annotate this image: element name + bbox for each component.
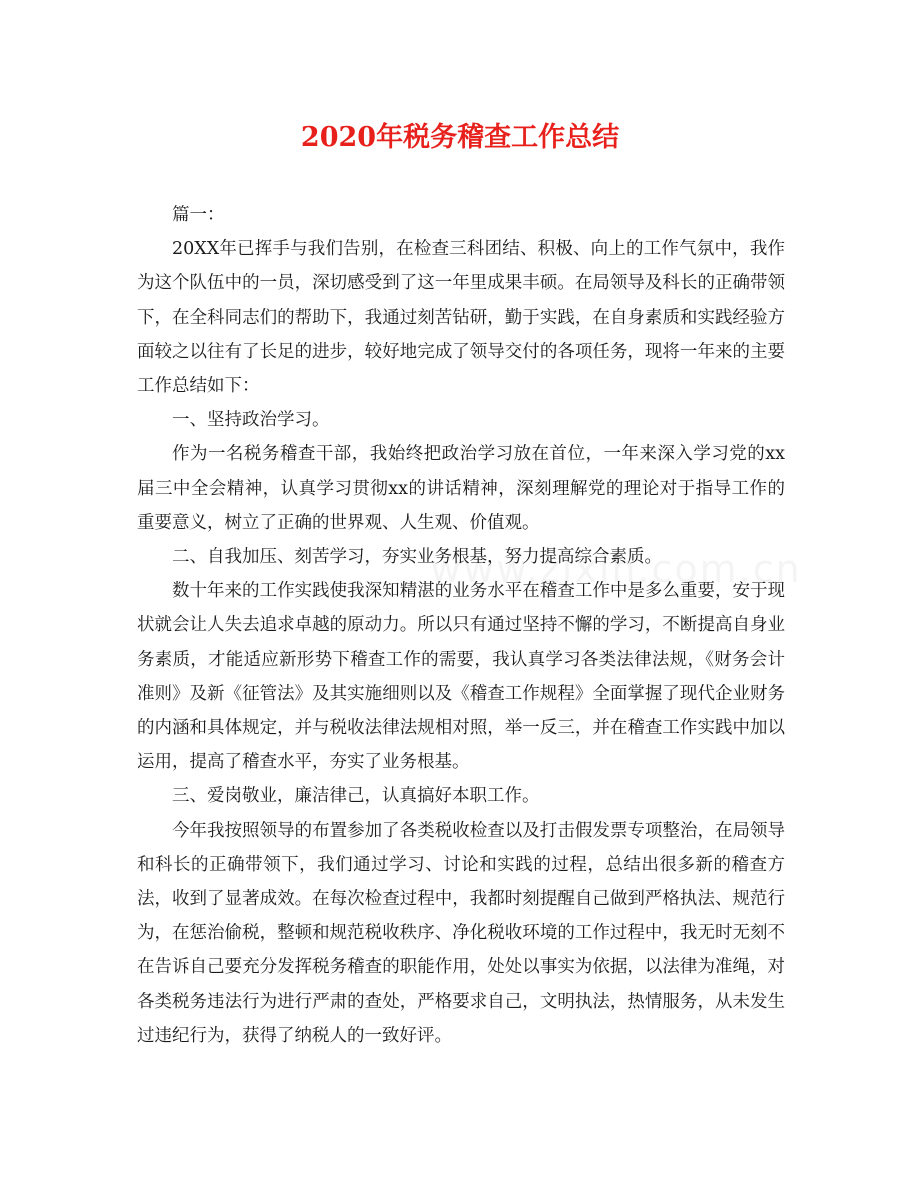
document-body [137, 198, 785, 1053]
paragraph-1: 作为一名税务稽查干部，我始终把政治学习放在首位，一年来深入学习党的xx届三中全会精神，认真学习贯彻xx的讲话精神，深刻理解党的理论对于指导工作的重要意义，树立了正确的世界观、人生观、价值观。 [137, 444, 785, 533]
heading-3: 三、爱岗敬业，廉洁律己，认真搞好本职工作。 [172, 786, 540, 807]
heading-2: 二、自我加压、刻苦学习，夯实业务根基，努力提高综合素质。 [172, 547, 662, 568]
section-label: 篇一： [172, 205, 225, 225]
paragraph-3: 今年我按照领导的布置参加了各类税收检查以及打击假发票专项整治，在局领导和科长的正确带领下，我们通过学习、讨论和实践的过程，总结出很多新的稽查方法，收到了显著成效。在每次检查过程中，我都时刻提醒自己做到严格执法、规范行为，在惩治偷税，整顿和规范税收秩序、净化税收环境的工作过程中，我无时无刻不在告诉自己要充分发挥税务稽查的职能作用，处处以事实为依据，以法律为准绳，对各类税务违法行为进行严肃的查处，严格要求自己，文明执法，热情服务，从未发生过违纪行为，获得了纳税人的一致好评。 [137, 820, 785, 1046]
paragraph-2: 数十年来的工作实践使我深知精湛的业务水平在稽查工作中是多么重要，安于现状就会让人失去追求卓越的原动力。所以只有通过坚持不懈的学习，不断提高自身业务素质，才能适应新形势下稽查工作的需要，我认真学习各类法律法规，《财务会计准则》及新《征管法》及其实施细则以及《稽查工作规程》全面掌握了现代企业财务的内涵和具体规定，并与税收法律法规相对照，举一反三，并在稽查工作实践中加以运用，提高了稽查水平，夯实了业务根基。 [137, 581, 785, 773]
heading-1: 一、坚持政治学习。 [172, 410, 330, 431]
document-title: 2020年税务稽查工作总结 [300, 122, 620, 153]
watermark [430, 547, 802, 591]
intro-paragraph: 20XX年已挥手与我们告别，在检查三科团结、积极、向上的工作气氛中，我作为这个队伍中的一员，深切感受到了这一年里成果丰硕。在局领导及科长的正确带领下，在全科同志们的帮助下，我通过刻苦钻研，勤于实践，在自身素质和实践经验方面较之以往有了长足的进步，较好地完成了领导交付的各项任务，现将一年来的主要工作总结如下： [137, 239, 785, 397]
